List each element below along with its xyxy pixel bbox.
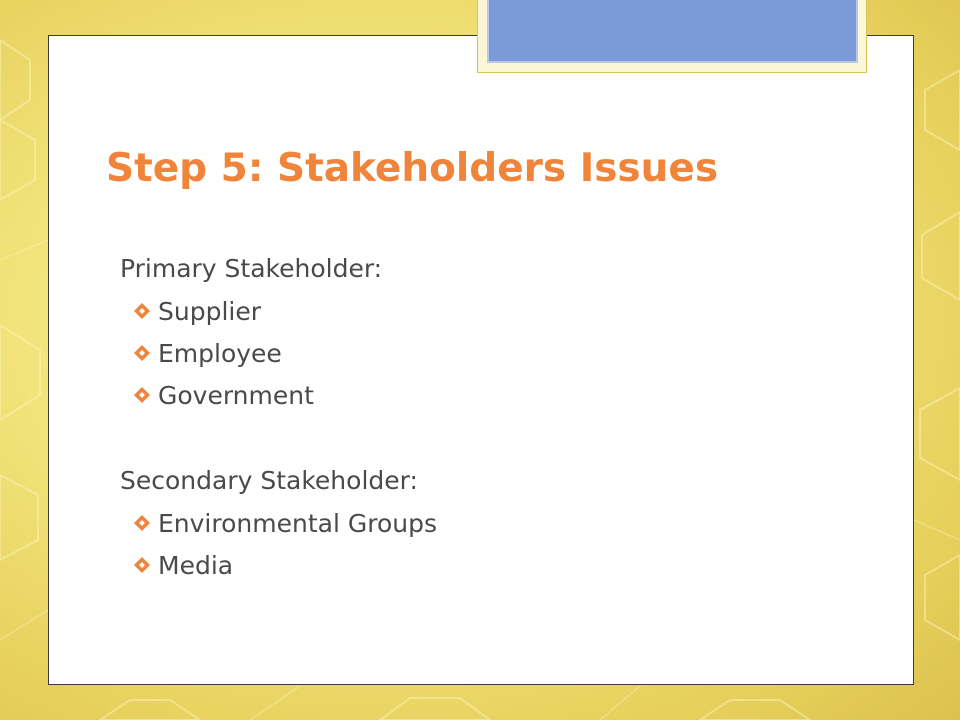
diamond-bullet-icon (130, 386, 154, 404)
group-heading: Primary Stakeholder: (120, 254, 383, 283)
bullet-list (120, 502, 820, 586)
stakeholder-group-secondary (120, 460, 820, 586)
list-item (120, 374, 820, 416)
diamond-bullet-icon (130, 556, 154, 574)
list-item (120, 332, 820, 374)
group-spacer (120, 416, 820, 460)
diamond-bullet-icon (130, 302, 154, 320)
list-item-label: Media (158, 550, 234, 580)
group-heading: Secondary Stakeholder: (120, 466, 418, 495)
list-item (120, 290, 820, 332)
stakeholder-group-primary (120, 248, 820, 416)
list-item-label: Government (158, 380, 314, 410)
bullet-list (120, 290, 820, 416)
list-item-label: Employee (158, 338, 282, 368)
list-item (120, 502, 820, 544)
list-item-label: Supplier (158, 296, 262, 326)
accent-box (487, 0, 858, 63)
list-item-label: Environmental Groups (158, 508, 437, 538)
list-item (120, 544, 820, 586)
diamond-bullet-icon (130, 514, 154, 532)
slide-body (120, 248, 820, 586)
slide-title: Step 5: Stakeholders Issues (106, 146, 719, 191)
diamond-bullet-icon (130, 344, 154, 362)
